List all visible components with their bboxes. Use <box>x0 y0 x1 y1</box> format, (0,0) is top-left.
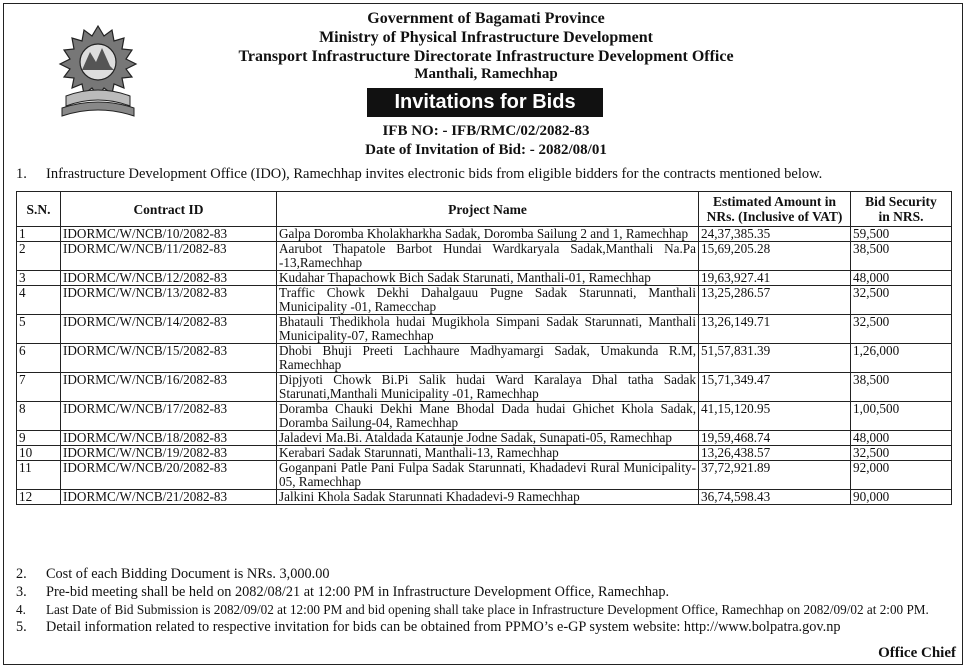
cell-amount: 51,57,831.39 <box>699 344 851 373</box>
cell-amount: 13,26,438.57 <box>699 446 851 461</box>
cell-security: 32,500 <box>851 315 952 344</box>
header-estimated-amount <box>699 192 851 227</box>
cell-sn: 8 <box>17 402 61 431</box>
cell-sn: 6 <box>17 344 61 373</box>
cell-contract-id: IDORMC/W/NCB/14/2082-83 <box>61 315 277 344</box>
table-row <box>17 242 952 271</box>
intro-number: 1. <box>16 166 27 182</box>
note-item <box>16 601 929 619</box>
table-row <box>17 286 952 315</box>
note-item <box>16 566 929 584</box>
header-amount-line2: NRs. (Inclusive of VAT) <box>706 209 843 224</box>
header-bid-security <box>851 192 952 227</box>
signature-office-chief: Office Chief <box>878 645 956 661</box>
cell-project-name: Jalkini Khola Sadak Starunnati Khadadevi-9 Ramechhap <box>277 490 699 505</box>
cell-amount: 13,26,149.71 <box>699 315 851 344</box>
cell-project-name: Aarubot Thapatole Barbot Hundai Wardkaryala Sadak,Manthali Na.Pa -13,Ramechhap <box>277 242 699 271</box>
table-row <box>17 402 952 431</box>
cell-security: 48,000 <box>851 431 952 446</box>
note-number: 2. <box>16 566 27 582</box>
cell-security: 38,500 <box>851 242 952 271</box>
cell-contract-id: IDORMC/W/NCB/18/2082-83 <box>61 431 277 446</box>
cell-sn: 10 <box>17 446 61 461</box>
cell-security: 1,00,500 <box>851 402 952 431</box>
note-text: Pre-bid meeting shall be held on 2082/08/21 at 12:00 PM in Infrastructure Development Office, Ramechhap. <box>46 583 670 600</box>
header-security-line2: in NRS. <box>878 209 924 224</box>
cell-sn: 1 <box>17 227 61 242</box>
cell-amount: 24,37,385.35 <box>699 227 851 242</box>
cell-sn: 9 <box>17 431 61 446</box>
table-row <box>17 271 952 286</box>
cell-project-name: Dipjyoti Chowk Bi.Pi Salik hudai Ward Karalaya Dhal tatha Sadak Starunati,Manthali Municipality -01, Ramechhap <box>277 373 699 402</box>
note-number: 5. <box>16 618 27 635</box>
cell-contract-id: IDORMC/W/NCB/16/2082-83 <box>61 373 277 402</box>
cell-sn: 4 <box>17 286 61 315</box>
note-number: 4. <box>16 602 26 617</box>
cell-contract-id: IDORMC/W/NCB/19/2082-83 <box>61 446 277 461</box>
cell-security: 32,500 <box>851 286 952 315</box>
cell-sn: 3 <box>17 271 61 286</box>
table-row <box>17 431 952 446</box>
table-row <box>17 227 952 242</box>
cell-contract-id: IDORMC/W/NCB/20/2082-83 <box>61 461 277 490</box>
cell-project-name: Dhobi Bhuji Preeti Lachhaure Madhyamargi Sadak, Umakunda R.M, Ramechhap <box>277 344 699 373</box>
header-directorate: Transport Infrastructure Directorate Infrastructure Development Office <box>238 48 734 65</box>
cell-security: 32,500 <box>851 446 952 461</box>
header-security-line1: Bid Security <box>865 194 937 209</box>
note-item <box>16 584 929 602</box>
cell-security: 48,000 <box>851 271 952 286</box>
cell-security: 1,26,000 <box>851 344 952 373</box>
ifb-number: IFB NO: - IFB/RMC/02/2082-83 <box>382 123 590 139</box>
cell-sn: 12 <box>17 490 61 505</box>
intro-text: Infrastructure Development Office (IDO), Ramechhap invites electronic bids from eligible bidders for the contracts mentioned below. <box>46 166 823 182</box>
note-text: Detail information related to respective invitation for bids can be obtained from PPMO’s e-GP system website: http://www.bolpatra.gov.np <box>46 618 841 635</box>
table-row <box>17 490 952 505</box>
table-row <box>17 461 952 490</box>
cell-project-name: Traffic Chowk Dekhi Dahalgauu Pugne Sadak Starunnati, Manthali Municipality -01, Ramecchap <box>277 286 699 315</box>
cell-amount: 37,72,921.89 <box>699 461 851 490</box>
table-row <box>17 446 952 461</box>
cell-amount: 13,25,286.57 <box>699 286 851 315</box>
cell-contract-id: IDORMC/W/NCB/13/2082-83 <box>61 286 277 315</box>
cell-project-name: Jaladevi Ma.Bi. Ataldada Kataunje Jodne Sadak, Sunapati-05, Ramechhap <box>277 431 699 446</box>
intro-paragraph <box>16 166 822 183</box>
cell-security: 90,000 <box>851 490 952 505</box>
government-emblem-icon <box>52 22 144 126</box>
cell-project-name: Goganpani Patle Pani Fulpa Sadak Starunnati, Khadadevi Rural Municipality-05, Ramechhap <box>277 461 699 490</box>
cell-project-name: Galpa Doromba Kholakharkha Sadak, Doromba Sailung 2 and 1, Ramechhap <box>277 227 699 242</box>
cell-project-name: Kudahar Thapachowk Bich Sadak Starunati, Manthali-01, Ramechhap <box>277 271 699 286</box>
page-title: Invitations for Bids <box>367 88 603 117</box>
cell-sn: 5 <box>17 315 61 344</box>
cell-project-name: Bhatauli Thedikhola hudai Mugikhola Simpani Sadak Starunnati, Manthali Municipality-07, Ramechhap <box>277 315 699 344</box>
note-text: Last Date of Bid Submission is 2082/09/02 at 12:00 PM and bid opening shall take place in Infrastructure Development Office, Ramechhap on 2082/09/02 at 2:00 PM. <box>46 602 929 617</box>
bids-table <box>16 191 952 505</box>
invitation-date: Date of Invitation of Bid: - 2082/08/01 <box>365 142 607 158</box>
cell-project-name: Doramba Chauki Dekhi Mane Bhodal Dada hudai Ghichet Khola Sadak, Doramba Sailung-04, Ramechhap <box>277 402 699 431</box>
cell-security: 59,500 <box>851 227 952 242</box>
cell-security: 92,000 <box>851 461 952 490</box>
cell-amount: 19,59,468.74 <box>699 431 851 446</box>
cell-contract-id: IDORMC/W/NCB/15/2082-83 <box>61 344 277 373</box>
table-header-row <box>17 192 952 227</box>
cell-sn: 2 <box>17 242 61 271</box>
cell-contract-id: IDORMC/W/NCB/21/2082-83 <box>61 490 277 505</box>
cell-contract-id: IDORMC/W/NCB/17/2082-83 <box>61 402 277 431</box>
table-row <box>17 315 952 344</box>
cell-project-name: Kerabari Sadak Starunnati, Manthali-13, Ramechhap <box>277 446 699 461</box>
cell-amount: 19,63,927.41 <box>699 271 851 286</box>
cell-amount: 41,15,120.95 <box>699 402 851 431</box>
cell-security: 38,500 <box>851 373 952 402</box>
cell-sn: 7 <box>17 373 61 402</box>
header-amount-line1: Estimated Amount in <box>712 194 837 209</box>
cell-amount: 15,71,349.47 <box>699 373 851 402</box>
note-item <box>16 619 929 637</box>
header-contract-id: Contract ID <box>61 192 277 227</box>
note-text: Cost of each Bidding Document is NRs. 3,000.00 <box>46 566 330 582</box>
header-government: Government of Bagamati Province <box>367 10 605 27</box>
cell-amount: 15,69,205.28 <box>699 242 851 271</box>
cell-contract-id: IDORMC/W/NCB/12/2082-83 <box>61 271 277 286</box>
table-row <box>17 373 952 402</box>
header-project-name: Project Name <box>277 192 699 227</box>
notes-list <box>16 566 929 636</box>
header-location: Manthali, Ramechhap <box>414 66 558 82</box>
cell-amount: 36,74,598.43 <box>699 490 851 505</box>
header-ministry: Ministry of Physical Infrastructure Development <box>319 29 653 46</box>
header-sn: S.N. <box>17 192 61 227</box>
table-row <box>17 344 952 373</box>
cell-sn: 11 <box>17 461 61 490</box>
cell-contract-id: IDORMC/W/NCB/11/2082-83 <box>61 242 277 271</box>
note-number: 3. <box>16 583 27 600</box>
cell-contract-id: IDORMC/W/NCB/10/2082-83 <box>61 227 277 242</box>
